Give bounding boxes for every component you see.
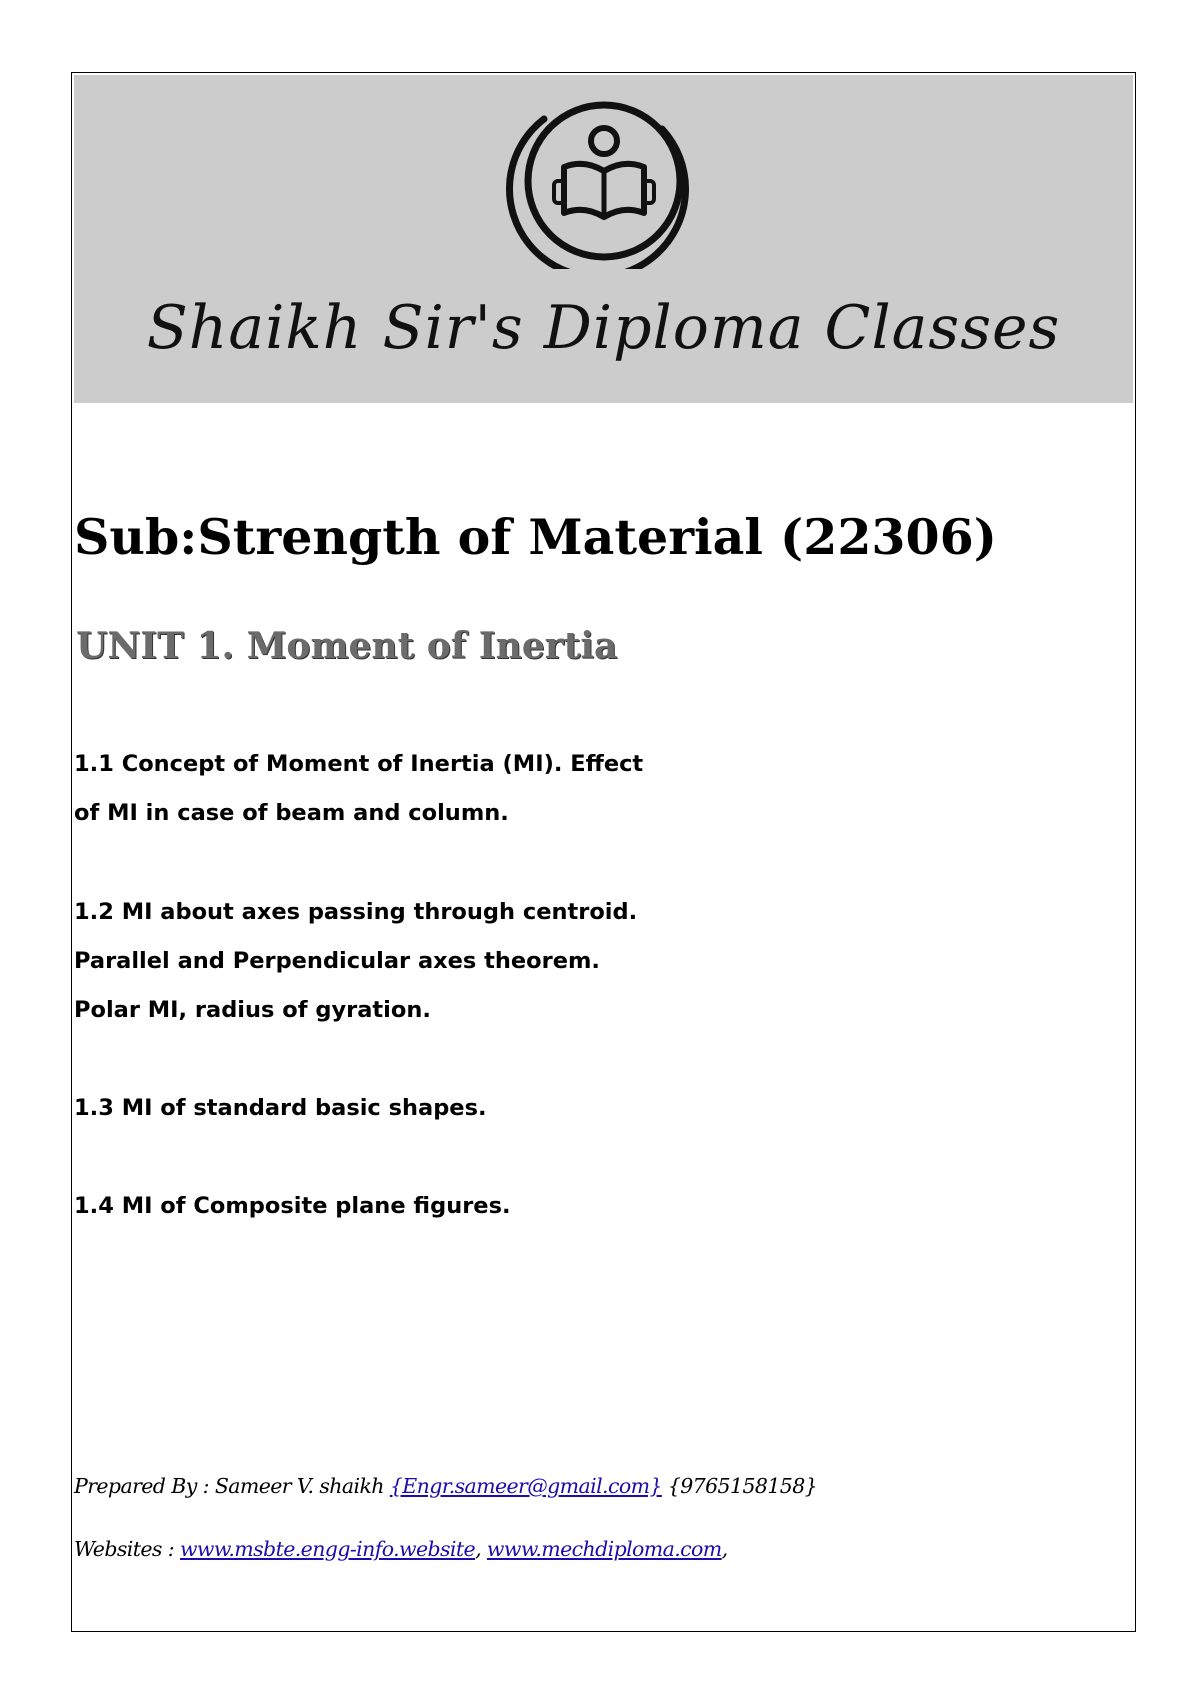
topic-1-3 (74, 1084, 487, 1133)
topic-1-1 (74, 740, 643, 838)
unit-title: UNIT 1. Moment of Inertia (76, 625, 618, 667)
websites-label: Websites : (74, 1537, 180, 1561)
topic-line: 1.1 Concept of Moment of Inertia (MI). Effect (74, 751, 644, 777)
topic-line: Polar MI, radius of gyration. (74, 997, 431, 1023)
topic-line: 1.4 MI of Composite plane figures. (74, 1193, 511, 1219)
topic-1-2 (74, 888, 637, 1035)
subject-title: Sub:Strength of Material (22306) (74, 508, 997, 566)
topic-line: of MI in case of beam and column. (74, 800, 509, 826)
open-book-reader-icon (504, 89, 704, 269)
website-link-mechdiploma[interactable]: www.mechdiploma.com (486, 1537, 722, 1561)
phone-number: {9765158158} (661, 1474, 818, 1498)
websites-line (74, 1537, 728, 1561)
prepared-by-label: Prepared By : Sameer V. shaikh (74, 1474, 390, 1498)
prepared-by-line (74, 1474, 817, 1498)
website-link-msbte[interactable]: www.msbte.engg-info.website (179, 1537, 476, 1561)
topic-line: Parallel and Perpendicular axes theorem. (74, 948, 600, 974)
topic-line: 1.3 MI of standard basic shapes. (74, 1095, 487, 1121)
trailing-comma: , (721, 1537, 728, 1561)
page-frame (71, 72, 1136, 1632)
header-banner (74, 75, 1133, 403)
brand-name: Shaikh Sir's Diploma Classes (146, 293, 1061, 363)
email-link[interactable]: {Engr.sameer@gmail.com} (389, 1474, 662, 1498)
separator: , (475, 1537, 487, 1561)
topic-1-4 (74, 1182, 511, 1231)
topic-line: 1.2 MI about axes passing through centroid. (74, 899, 638, 925)
